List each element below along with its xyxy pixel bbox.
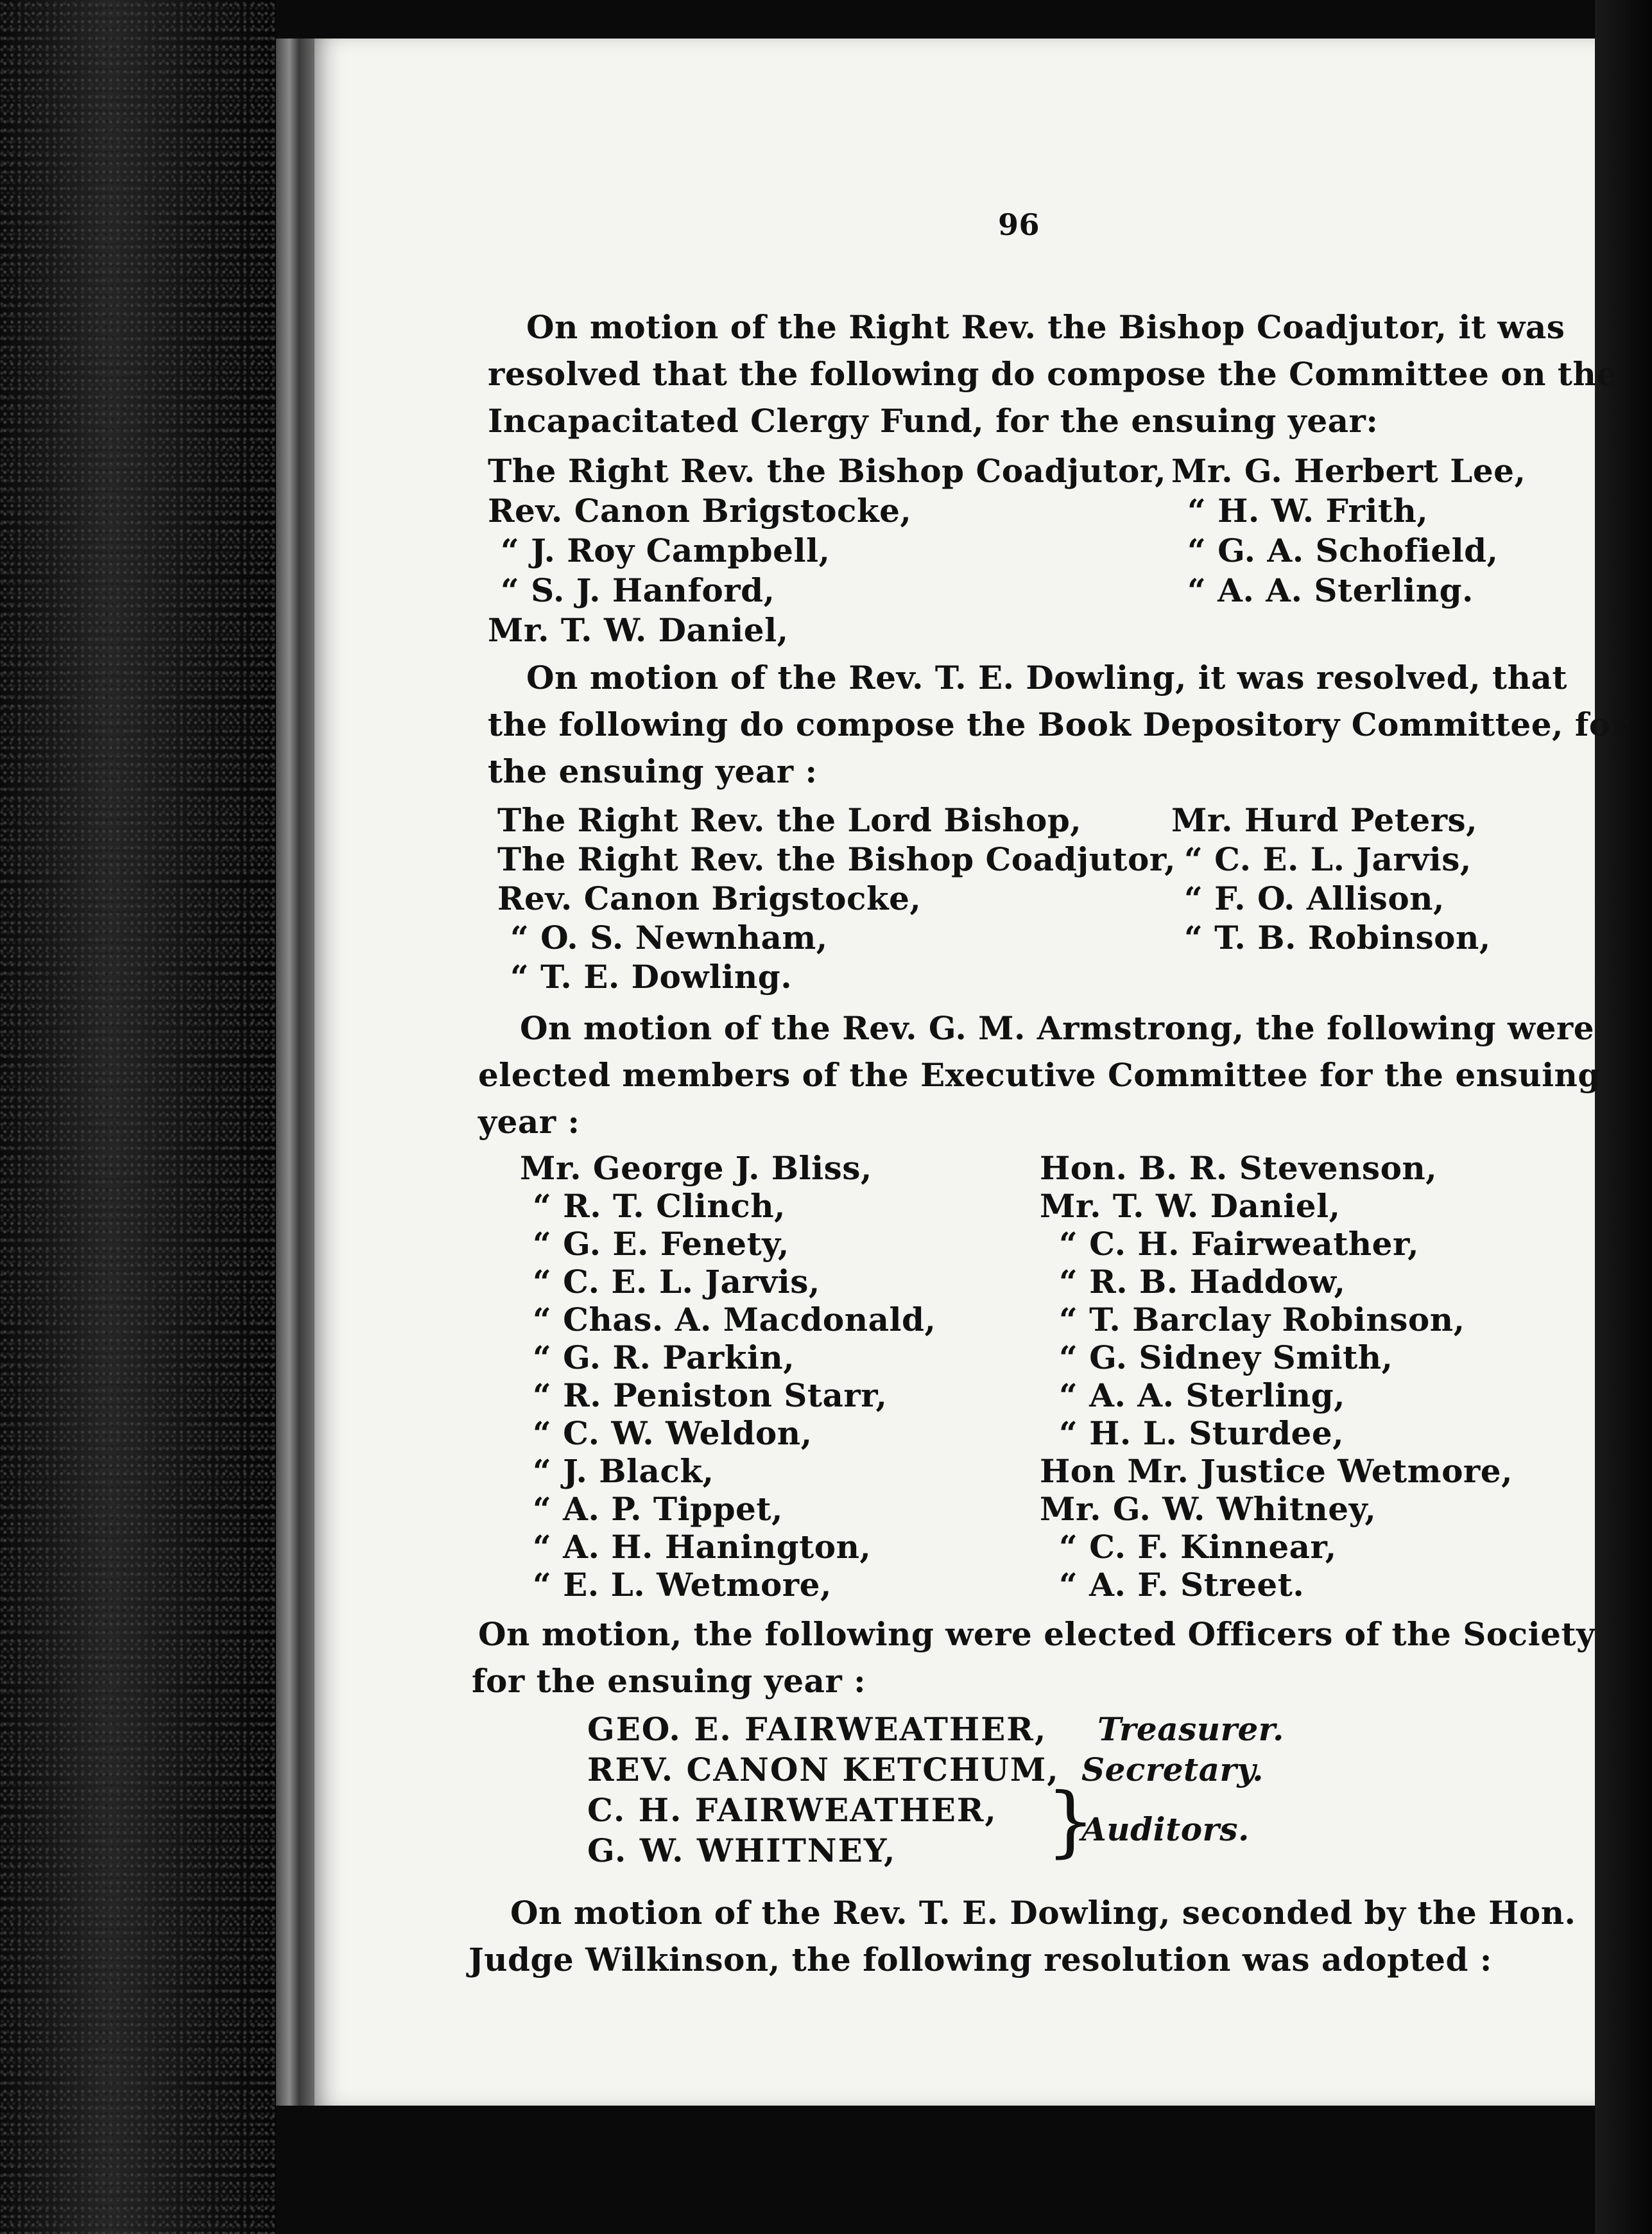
para3-name-right: “ C. F. Kinnear,: [1059, 1528, 1337, 1566]
para3-name-left: “ C. E. L. Jarvis,: [533, 1263, 820, 1301]
para4-line-2: for the ensuing year :: [472, 1662, 866, 1700]
para3-line-1: On motion of the Rev. G. M. Armstrong, the following were: [520, 1009, 1595, 1047]
para2-line-1: On motion of the Rev. T. E. Dowling, it was resolved, that: [526, 659, 1567, 697]
para3-name-left: “ R. T. Clinch,: [533, 1187, 786, 1225]
para3-name-left: “ Chas. A. Macdonald,: [533, 1301, 936, 1338]
para3-line-2: elected members of the Executive Committee for the ensuing: [478, 1056, 1601, 1094]
para1-name-right: Mr. G. Herbert Lee,: [1171, 452, 1526, 490]
officer-name: REV. CANON KETCHUM,: [587, 1751, 1060, 1788]
para3-name-right: “ G. Sidney Smith,: [1059, 1338, 1393, 1376]
para2-name-left: “ O. S. Newnham,: [510, 919, 828, 957]
para3-name-left: “ A. P. Tippet,: [533, 1490, 783, 1528]
para2-name-right: “ F. O. Allison,: [1184, 879, 1445, 917]
para3-line-3: year :: [478, 1103, 580, 1141]
para3-name-right: “ C. H. Fairweather,: [1059, 1225, 1420, 1263]
para3-name-right: Hon. B. R. Stevenson,: [1040, 1149, 1438, 1187]
para2-line-3: the ensuing year :: [488, 752, 818, 790]
para3-name-left: “ C. W. Weldon,: [533, 1414, 813, 1452]
page-gutter: [276, 39, 314, 2106]
para3-name-right: “ A. A. Sterling,: [1059, 1376, 1345, 1414]
para1-name-left: “ J. Roy Campbell,: [501, 532, 830, 569]
officer-role: Auditors.: [1081, 1810, 1250, 1848]
para2-name-right: Mr. Hurd Peters,: [1171, 801, 1478, 839]
para2-name-right: “ T. B. Robinson,: [1184, 919, 1491, 957]
para2-name-left: “ T. E. Dowling.: [510, 958, 793, 996]
para3-name-right: Mr. T. W. Daniel,: [1040, 1187, 1341, 1225]
para1-name-right: “ G. A. Schofield,: [1187, 532, 1499, 569]
para2-name-left: The Right Rev. the Lord Bishop,: [497, 801, 1082, 839]
para3-name-left: “ E. L. Wetmore,: [533, 1566, 832, 1604]
para3-name-left: “ R. Peniston Starr,: [533, 1376, 888, 1414]
right-book-edge: [1595, 0, 1652, 2234]
para3-name-right: “ R. B. Haddow,: [1059, 1263, 1346, 1301]
para1-name-left: The Right Rev. the Bishop Coadjutor,: [488, 452, 1166, 490]
para1-line-1: On motion of the Right Rev. the Bishop Coadjutor, it was: [526, 308, 1565, 346]
para3-name-left: “ J. Black,: [533, 1452, 714, 1490]
para1-name-left: Rev. Canon Brigstocke,: [488, 492, 912, 530]
para1-name-left: “ S. J. Hanford,: [501, 571, 775, 609]
para5-line-1: On motion of the Rev. T. E. Dowling, seconded by the Hon.: [510, 1894, 1576, 1932]
para3-name-left: “ G. R. Parkin,: [533, 1338, 795, 1376]
para2-line-2: the following do compose the Book Depository Committee, for: [488, 706, 1628, 743]
para2-name-left: The Right Rev. the Bishop Coadjutor,: [497, 840, 1176, 878]
para2-name-left: Rev. Canon Brigstocke,: [497, 879, 922, 917]
para3-name-left: Mr. George J. Bliss,: [520, 1149, 872, 1187]
para3-name-left: “ A. H. Hanington,: [533, 1528, 872, 1566]
para3-name-right: “ A. F. Street.: [1059, 1566, 1305, 1604]
para1-name-right: “ H. W. Frith,: [1187, 492, 1429, 530]
facing-page-edge: [0, 0, 276, 2234]
para1-line-3: Incapacitated Clergy Fund, for the ensuing year:: [488, 402, 1379, 440]
officer-role: Treasurer.: [1097, 1710, 1284, 1748]
para1-name-right: “ A. A. Sterling.: [1187, 571, 1474, 609]
para3-name-right: Hon Mr. Justice Wetmore,: [1040, 1452, 1513, 1490]
page: [314, 39, 1628, 2106]
para1-name-left: Mr. T. W. Daniel,: [488, 611, 789, 649]
para1-line-2: resolved that the following do compose the Committee on the: [488, 355, 1617, 393]
para3-name-right: “ T. Barclay Robinson,: [1059, 1301, 1465, 1338]
para3-name-right: “ H. L. Sturdee,: [1059, 1414, 1345, 1452]
para3-name-left: “ G. E. Fenety,: [533, 1225, 789, 1263]
auditors-brace: }: [1046, 1777, 1096, 1866]
officer-role: Secretary.: [1081, 1751, 1264, 1788]
para5-line-2: Judge Wilkinson, the following resolution was adopted :: [469, 1941, 1492, 1979]
page-number: 96: [998, 207, 1040, 242]
para3-name-right: Mr. G. W. Whitney,: [1040, 1490, 1377, 1528]
para2-name-right: “ C. E. L. Jarvis,: [1184, 840, 1472, 878]
officer-name: GEO. E. FAIRWEATHER,: [587, 1710, 1047, 1748]
officer-name: G. W. WHITNEY,: [587, 1831, 897, 1869]
para4-line-1: On motion, the following were elected Officers of the Society: [478, 1615, 1596, 1653]
officer-name: C. H. FAIRWEATHER,: [587, 1791, 997, 1829]
